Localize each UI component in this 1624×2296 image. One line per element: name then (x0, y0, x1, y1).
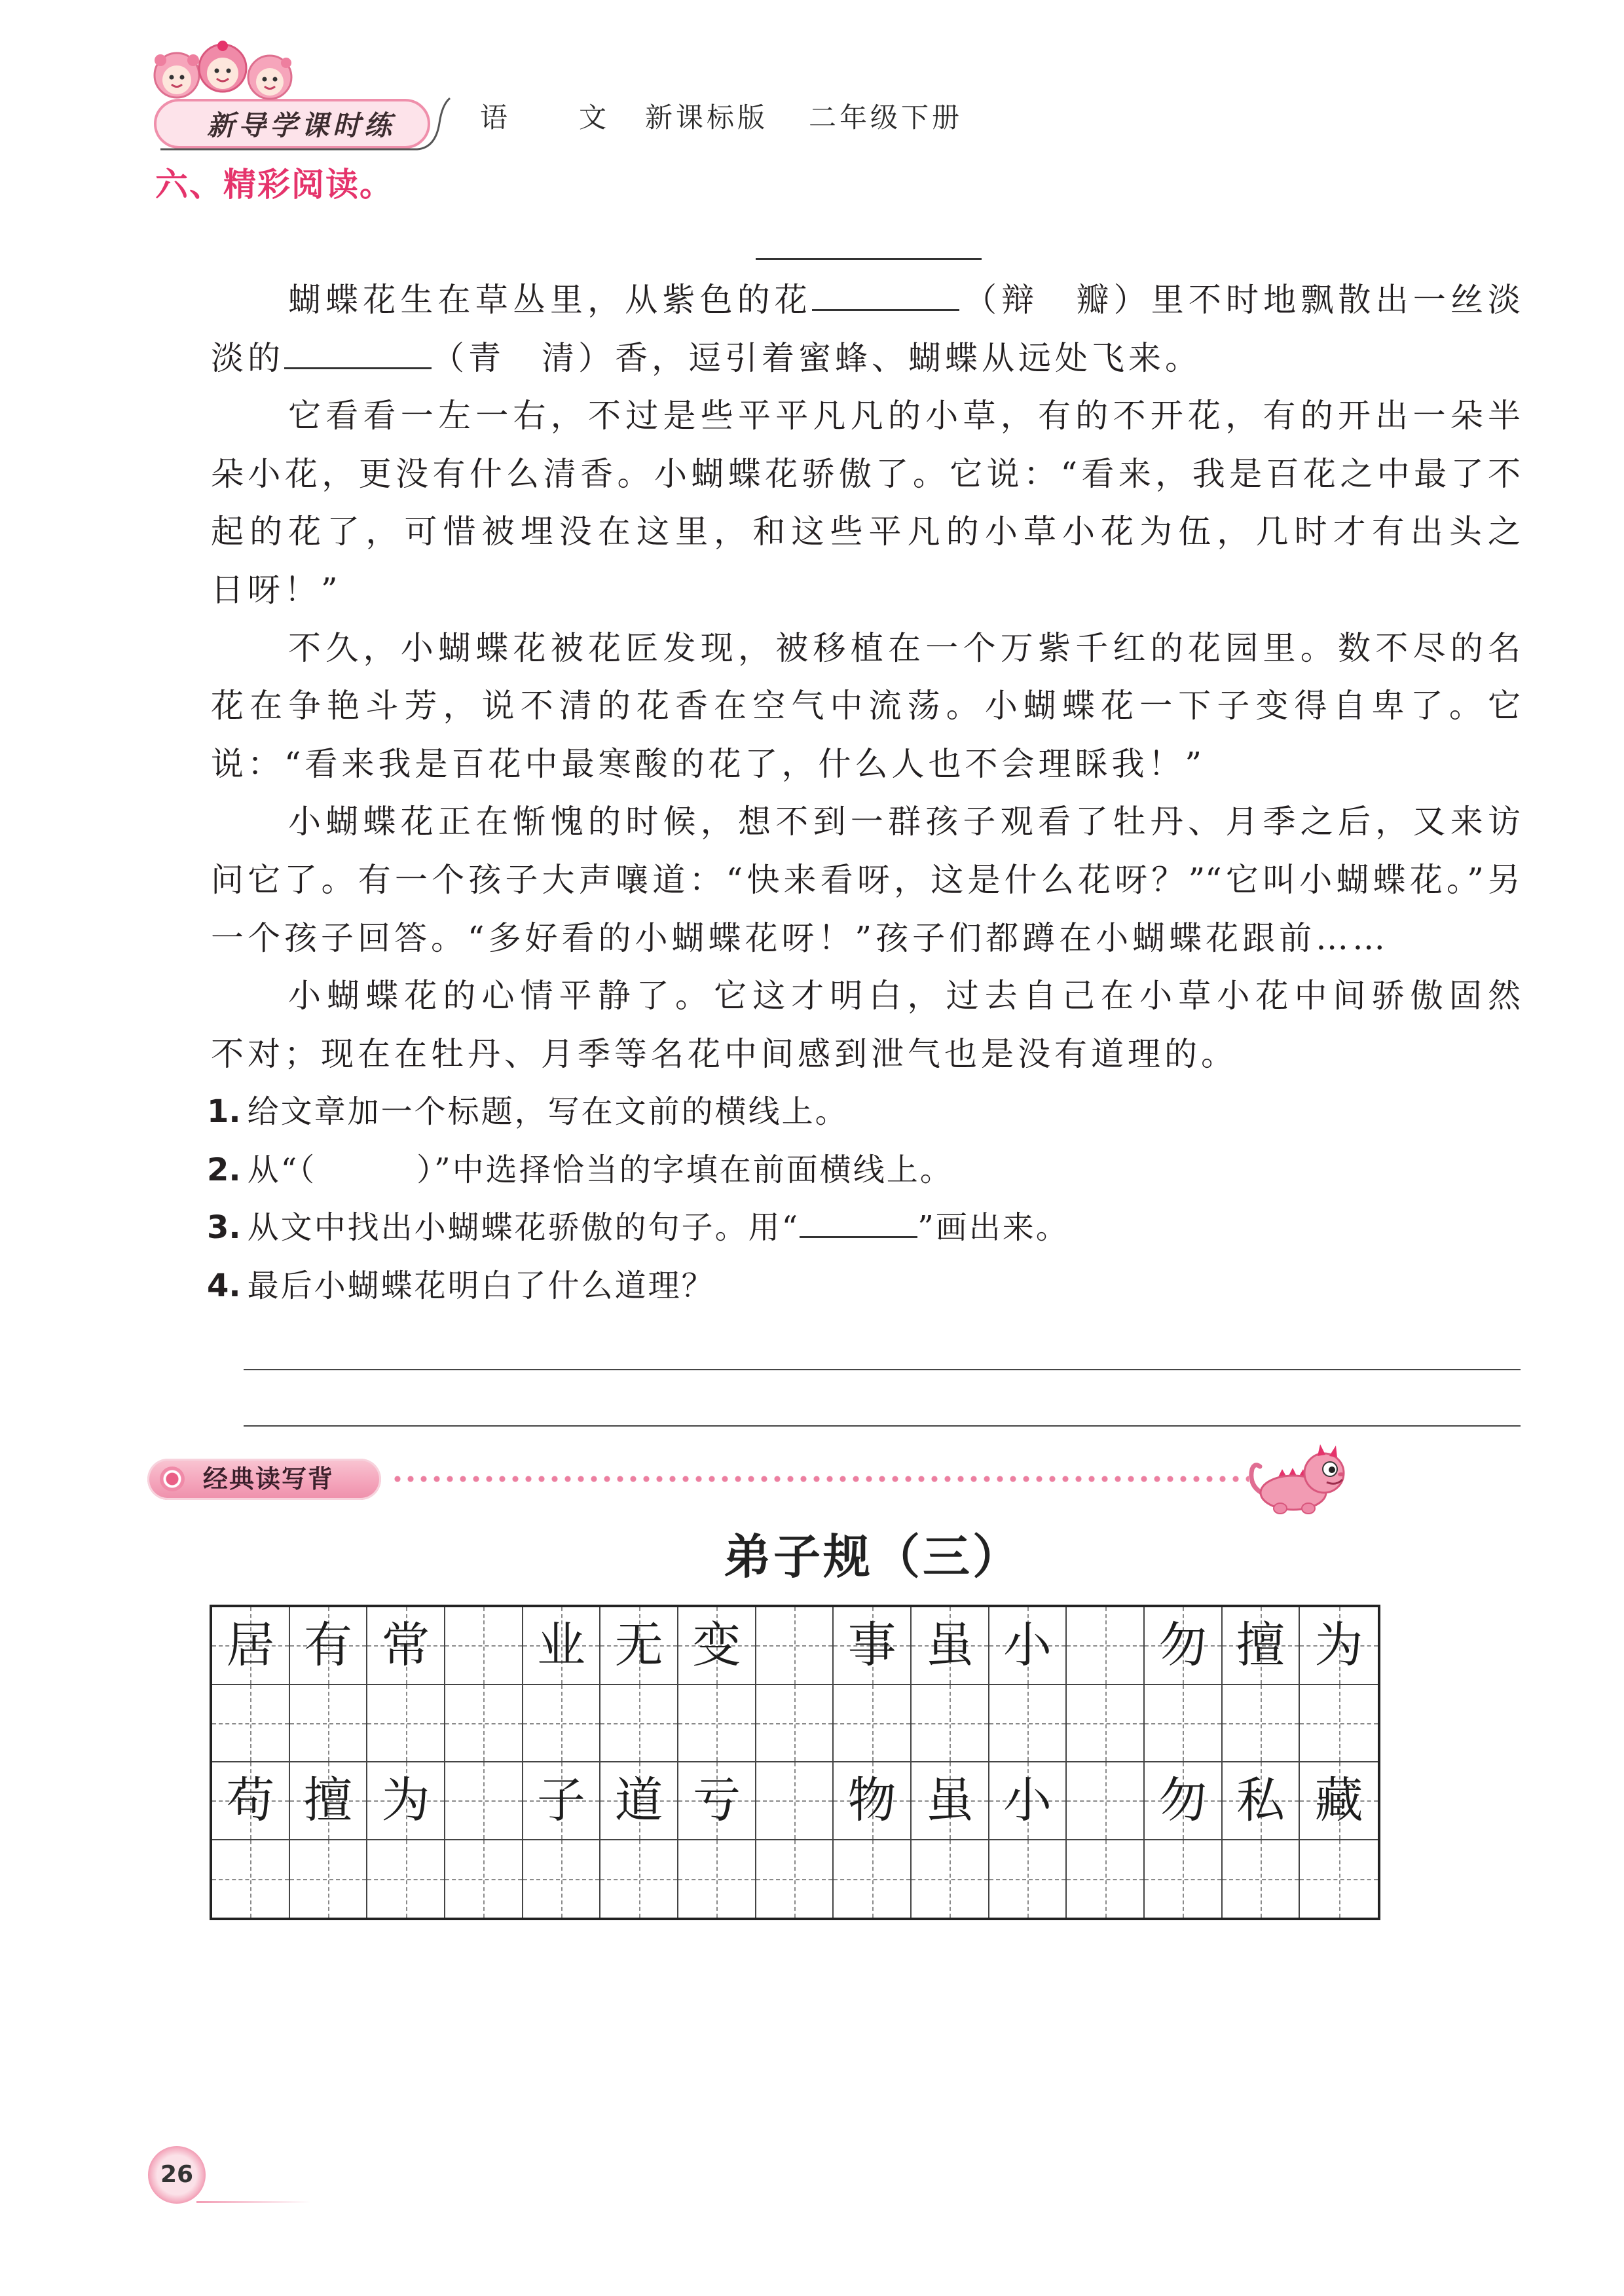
grid-cell-empty (1067, 1685, 1145, 1763)
grid-cell (678, 1762, 756, 1840)
grid-character: 小 (1003, 1772, 1052, 1829)
grid-cell (834, 1762, 912, 1840)
grid-cell (212, 1607, 290, 1685)
page-number: 26 (160, 2161, 194, 2188)
grid-cell-empty (678, 1840, 756, 1918)
header-grade: 二年级下册 (809, 101, 963, 134)
grid-character: 勿 (1158, 1772, 1208, 1829)
grid-cell-empty (1300, 1840, 1378, 1918)
grid-cell-empty (1223, 1840, 1301, 1918)
grid-character: 子 (536, 1772, 585, 1829)
grid-character: 藏 (1314, 1772, 1363, 1829)
grid-cell-empty (834, 1840, 912, 1918)
grid-character: 私 (1236, 1772, 1285, 1829)
passage-line: 一个孩子回答。“多好看的小蝴蝶花呀！”孩子们都蹲在小蝴蝶花跟前…… (211, 919, 1390, 957)
article-title-blank-line (756, 258, 982, 260)
question-item (207, 1199, 1517, 1257)
grid-cell (912, 1607, 989, 1685)
grid-cell-empty (367, 1685, 445, 1763)
fill-blank (284, 341, 432, 369)
grid-cell (989, 1762, 1067, 1840)
grid-character: 变 (692, 1617, 741, 1674)
line-text: 里不时地飘散出一丝淡 (1151, 281, 1521, 319)
question-number: 3. (207, 1209, 241, 1247)
question-list (207, 1083, 1517, 1315)
grid-cell (834, 1607, 912, 1685)
grid-cell-empty (1223, 1685, 1301, 1763)
grid-cell-empty (756, 1762, 834, 1840)
question-text: 最后小蝴蝶花明白了什么道理？ (247, 1267, 715, 1304)
grid-cell (989, 1607, 1067, 1685)
grid-cell (367, 1607, 445, 1685)
grid-cell-empty (212, 1840, 290, 1918)
grid-character: 业 (536, 1617, 585, 1674)
question-text: 从文中找出小蝴蝶花骄傲的句子。用“ (247, 1209, 800, 1247)
grid-character: 小 (1003, 1617, 1052, 1674)
grid-cell (523, 1762, 601, 1840)
grid-cell-empty (445, 1840, 523, 1918)
grid-character: 虽 (925, 1617, 974, 1674)
passage-line (211, 271, 1521, 329)
grid-character: 有 (303, 1617, 352, 1674)
grid-cell-empty (1145, 1685, 1223, 1763)
grid-cell-empty (367, 1840, 445, 1918)
grid-cell-empty (989, 1685, 1067, 1763)
question-item (207, 1141, 1517, 1199)
grid-character: 擅 (303, 1772, 352, 1829)
grid-cell-empty (989, 1840, 1067, 1918)
grid-cell (1145, 1607, 1223, 1685)
header-subject-char-2: 文 (579, 101, 610, 134)
grid-cell (1223, 1762, 1301, 1840)
grid-cell-empty (756, 1840, 834, 1918)
grid-cell-empty (445, 1685, 523, 1763)
line-text: 蝴蝶花生在草丛里，从紫色的花 (288, 281, 812, 319)
grid-cell-empty (212, 1685, 290, 1763)
grid-cell-empty (290, 1840, 368, 1918)
grid-cell (600, 1607, 678, 1685)
grid-cell-empty (1067, 1840, 1145, 1918)
passage-line: 小蝴蝶花正在惭愧的时候，想不到一群孩子观看了牡丹、月季之后，又来访 (288, 803, 1521, 841)
grid-character: 无 (614, 1617, 663, 1674)
grid-cell (678, 1607, 756, 1685)
header-subject-char-1: 语 (480, 101, 511, 134)
question-number: 2. (207, 1151, 241, 1188)
grid-cell (367, 1762, 445, 1840)
grid-character: 苟 (226, 1772, 275, 1829)
reading-passage (211, 271, 1521, 1083)
passage-line: 不久，小蝴蝶花被花匠发现，被移植在一个万紫千红的花园里。数不尽的名 (288, 629, 1521, 667)
classic-section-label: 经典读写背 (203, 1465, 335, 1493)
answer-line (244, 1425, 1521, 1427)
grid-cell (912, 1762, 989, 1840)
grid-cell-empty (912, 1840, 989, 1918)
header-series-badge: 新导学课时练 (207, 109, 396, 141)
dotted-divider (391, 1476, 1249, 1482)
grid-cell-empty (1067, 1607, 1145, 1685)
question-text: 从“（ ）”中选择恰当的字填在前面横线上。 (247, 1151, 953, 1188)
grid-character: 亏 (692, 1772, 741, 1829)
grid-cell-empty (600, 1840, 678, 1918)
grid-character: 勿 (1158, 1617, 1208, 1674)
grid-cell-empty (756, 1685, 834, 1763)
section-title: 六、精彩阅读。 (155, 166, 394, 204)
grid-cell-empty (523, 1685, 601, 1763)
grid-cell (290, 1607, 368, 1685)
grid-cell-empty (1145, 1840, 1223, 1918)
grid-cell (1300, 1607, 1378, 1685)
question-text: 给文章加一个标题，写在文前的横线上。 (247, 1093, 849, 1130)
question-item (207, 1083, 1517, 1141)
grid-character: 道 (614, 1772, 663, 1829)
grid-cell (1223, 1607, 1301, 1685)
grid-character: 擅 (1236, 1617, 1285, 1674)
grid-cell-empty (756, 1607, 834, 1685)
badge-circle-icon (160, 1467, 185, 1491)
passage-line (211, 329, 1521, 388)
page-number-rule (196, 2201, 311, 2203)
answer-line (244, 1369, 1521, 1370)
classic-text-title: 弟子规（三） (724, 1529, 1023, 1584)
grid-cell (1145, 1762, 1223, 1840)
pink-dragon-mascot-icon (1244, 1440, 1356, 1519)
grid-character: 为 (381, 1772, 430, 1829)
line-text: 淡的 (211, 338, 284, 377)
grid-character: 常 (381, 1617, 430, 1674)
grid-cell-empty (678, 1685, 756, 1763)
grid-character: 居 (226, 1617, 275, 1674)
question-text: ”画出来。 (917, 1209, 1069, 1247)
line-text: 香，逗引着蜜蜂、蝴蝶从远处飞来。 (615, 338, 1202, 377)
question-item (207, 1257, 1517, 1315)
grid-cell-empty (600, 1685, 678, 1763)
grid-cell (1300, 1762, 1378, 1840)
grid-cell (290, 1762, 368, 1840)
passage-line: 起的花了，可惜被埋没在这里，和这些平凡的小草小花为伍，几时才有出头之 (211, 513, 1521, 551)
grid-character: 事 (847, 1617, 896, 1674)
grid-cell-empty (1300, 1685, 1378, 1763)
tianzige-practice-grid (210, 1605, 1380, 1920)
passage-line: 不对；现在在牡丹、月季等名花中间感到泄气也是没有道理的。 (211, 1034, 1238, 1073)
passage-line: 说：“看来我是百花中最寒酸的花了，什么人也不会理睬我！” (211, 744, 1206, 783)
grid-cell-empty (1067, 1762, 1145, 1840)
passage-line: 日呀！” (211, 570, 342, 609)
character-choice: （辩 瓣） (959, 281, 1151, 319)
grid-cell-empty (290, 1685, 368, 1763)
passage-line: 朵小花，更没有什么清香。小蝴蝶花骄傲了。它说：“看来，我是百花之中最了不 (211, 454, 1521, 493)
grid-cell-empty (523, 1840, 601, 1918)
header-edition: 新课标版 (645, 101, 769, 134)
grid-cell-empty (912, 1685, 989, 1763)
character-choice: （青 清） (432, 338, 615, 377)
question-number: 1. (207, 1093, 241, 1130)
grid-character: 物 (847, 1772, 896, 1829)
passage-line: 它看看一左一右，不过是些平平凡凡的小草，有的不开花，有的开出一朵半 (288, 397, 1521, 435)
passage-line: 小蝴蝶花的心情平静了。它这才明白，过去自己在小草小花中间骄傲固然 (288, 977, 1521, 1015)
grid-cell-empty (834, 1685, 912, 1763)
grid-cell (600, 1762, 678, 1840)
grid-cell (523, 1607, 601, 1685)
question-number: 4. (207, 1267, 241, 1304)
grid-character: 虽 (925, 1772, 974, 1829)
fill-blank (812, 283, 959, 311)
passage-line: 问它了。有一个孩子大声嚷道：“快来看呀，这是什么花呀？”“它叫小蝴蝶花。”另 (211, 860, 1521, 899)
grid-cell-empty (445, 1762, 523, 1840)
grid-character: 为 (1314, 1617, 1363, 1674)
grid-cell (212, 1762, 290, 1840)
grid-cell-empty (445, 1607, 523, 1685)
passage-line: 花在争艳斗芳，说不清的花香在空气中流荡。小蝴蝶花一下子变得自卑了。它 (211, 687, 1521, 725)
underline-mark-sample (800, 1212, 917, 1238)
